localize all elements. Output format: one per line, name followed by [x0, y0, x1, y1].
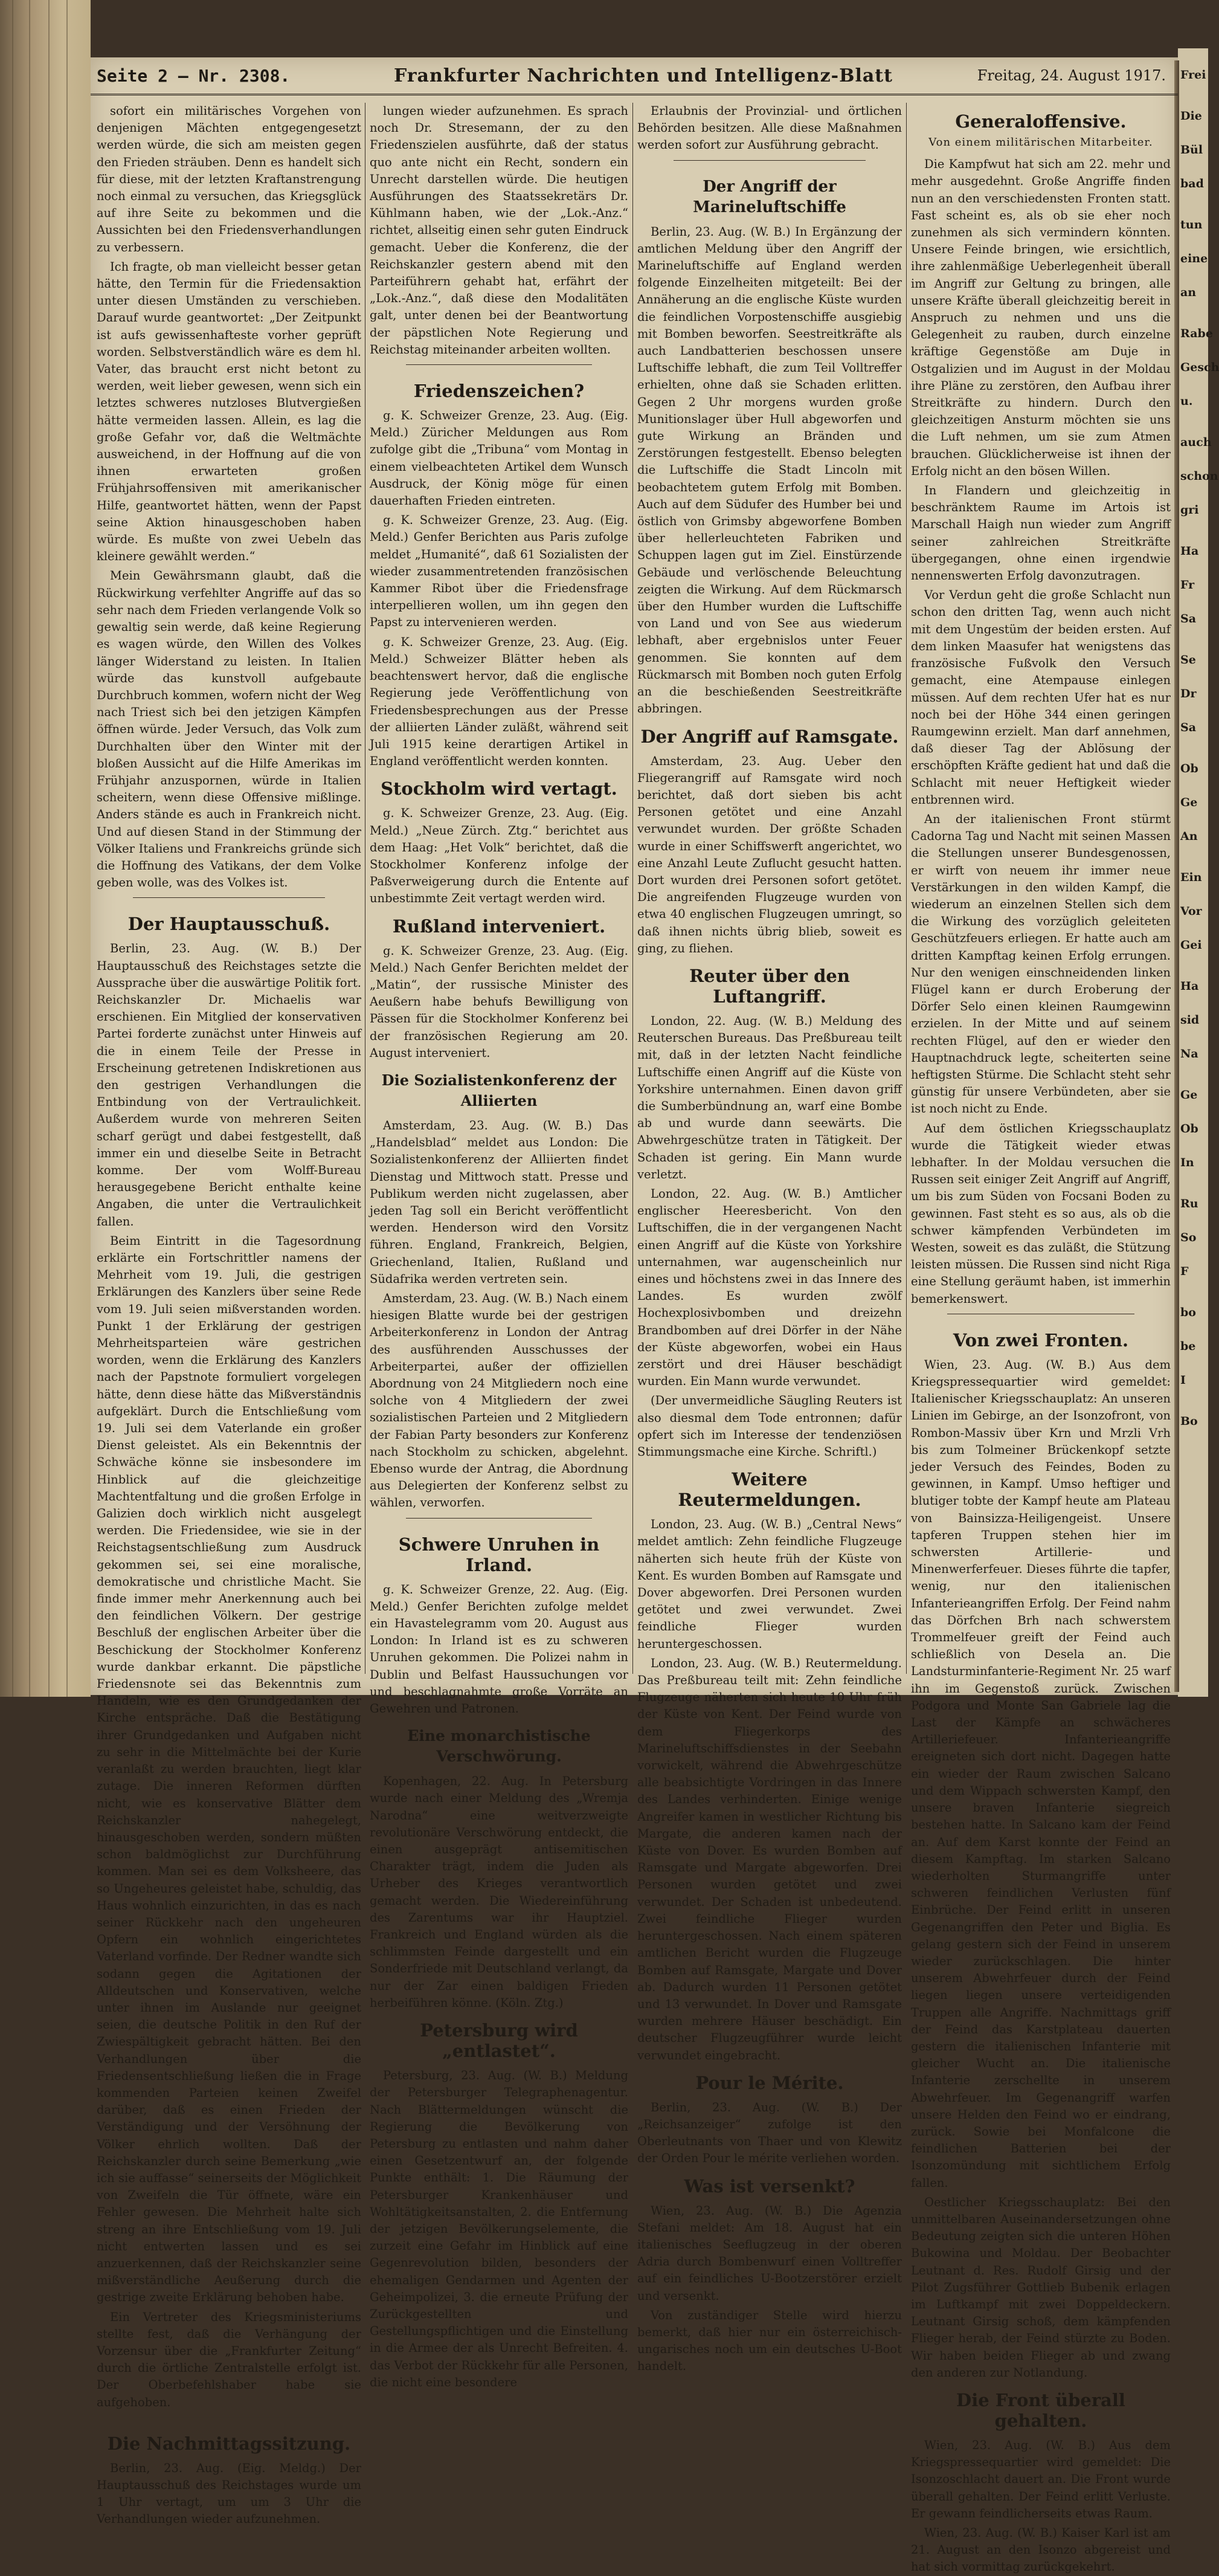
facing-page-fragment: Gei	[1180, 938, 1202, 952]
facing-page-fragment: I	[1180, 1374, 1186, 1387]
column-1	[97, 103, 361, 2526]
article-separator	[674, 160, 866, 168]
paragraph: Amsterdam, 23. Aug. (W. B.) Das „Handelsblad“ meldet aus London: Die Sozialistenkonferenz der Alliierten findet Dienstag und Mittwoch statt. Presse und Publikum werden nicht zugelassen, aber jeden Tag soll ein Bericht veröffentlicht werden. Henderson wird den Vorsitz führen. England, Frankreich, Belgien, Griechenland, Italien, Rußland und Südafrika werden vertreten sein.	[370, 1118, 628, 1286]
paragraph: Erlaubnis der Provinzial- und örtlichen Behörden besitzen. Alle diese Maßnahmen werden sofort zur Ausführung gebracht.	[637, 104, 902, 152]
paragraph: Petersburg, 23. Aug. (W. B.) Meldung der Petersburger Telegraphenagentur. Nach Blättermeldungen wünscht die Regierung die Bevölkerung von Petersburg zu entlasten und nahm daher einen Gesetzentwurf an, der folgende Punkte enthält: 1. Die Räumung der Petersburger Krankenhäuser und Wohltätigkeitsanstalten, 2. die Entfernung der jetzigen Bevölkerungselemente, die zurzeit eine Gefahr im Hinblick auf eine Gegenrevolution bilden, besonders der ehemaligen Gendarmen und Agenten der Geheimpolizei, 3. die erneute Prüfung der Zurückgestellten und Gestellungspflichtigen und die Einstellung in die Armee der als Unrecht Befreiten. 4. das Verbot der Rückkehr für alle Personen, die nicht eine besondere	[370, 2068, 628, 2389]
paragraph: Ich fragte, ob man vielleicht besser getan hätte, den Termin für die Friedensaktion unter diesen Umständen zu verschieben. Darauf wurde geantwortet: „Der Zeitpunkt ist aufs gewissenhafteste vorher geprüft worden. Selbstverständlich wäre es dem hl. Vater, das braucht erst nicht betont zu werden, weit lieber gewesen, wenn sich ein letztes schweres nutzloses Blutvergießen hätte vermeiden lassen. Allein, es lag die große Gefahr vor, daß die Weltmächte ausweichend, in der Hoffnung auf die von ihnen erwarteten großen Frühjahrsoffensiven mit amerikanischer Hilfe, geantwortet hätten, wenn der Papst seine Aktion hinausgeschoben haben würde. Es mußte von zwei Uebeln das kleinere gewählt werden.“	[97, 259, 361, 564]
headline-generaloffensive: Generaloffensive.	[955, 111, 1127, 132]
column-4	[911, 103, 1171, 2574]
article-separator	[133, 897, 325, 905]
article-separator	[133, 2417, 325, 2425]
headline-petersburg: Petersburg wird „entlastet“.	[420, 2020, 578, 2062]
facing-page-fragment: Ru	[1180, 1197, 1198, 1210]
paragraph: Vor Verdun geht die große Schlacht nun schon den dritten Tag, wenn auch nicht mit dem Ungestüm der beiden ersten. Auf dem linken Maasufer hat wenigstens das französische Fußvolk den Versuch gemacht, eine Atempause einlegen müssen. Auf dem rechten Ufer hat es nur noch bei der Höhe 344 einen geringen Raumgewinn erzielt. Man darf annehmen, daß dieser Tag der Ablösung der erschöpften Kräfte gedient hat und daß die Schlacht mit neuer Heftigkeit wieder entbrennen wird.	[911, 588, 1171, 807]
headline-weitere-reutermeldungen: Weitere Reutermeldungen.	[678, 1469, 861, 1511]
facing-page-fragment: F	[1180, 1265, 1189, 1278]
facing-page-fragment: Ge	[1180, 796, 1198, 809]
facing-page-fragment: Fr	[1180, 578, 1195, 592]
headline-reuter: Reuter über den Luftangriff.	[689, 965, 850, 1007]
facing-page-fragment: Rabe	[1180, 327, 1213, 340]
paragraph: g. K. Schweizer Grenze, 23. Aug. (Eig. Meld.) Züricher Meldungen aus Rom zufolge gibt die „Tribuna“ vom Montag in einem vielbeachteten Artikel dem Wunsch Ausdruck, der König möge für einen dauerhaften Frieden eintreten.	[370, 408, 628, 508]
facing-page-fragment: Bo	[1180, 1415, 1198, 1428]
facing-page-fragment: Ge	[1180, 1088, 1198, 1102]
facing-page-fragment: An	[1180, 830, 1198, 843]
column-2	[370, 103, 628, 2389]
column-3	[637, 103, 902, 2374]
paragraph: In Flandern und gleichzeitig in beschränktem Raume im Artois ist Marschall Haigh nun wieder zum Angriff seiner zahlreichen Streitkräfte übergegangen, ohne einen irgendwie nennenswerten Erfolg davonzutragen.	[911, 483, 1171, 583]
paragraph: London, 23. Aug. (W. B.) „Central News“ meldet amtlich: Zehn feindliche Flugzeuge näherten sich heute früh der Küste von Kent. Es wurden Bomben auf Ramsgate und Dover abgeworfen. Drei Personen wurden getötet und zwei verwundet. Zwei feindliche Flieger wurden heruntergeschossen.	[637, 1517, 902, 1651]
facing-page-fragment: Na	[1180, 1047, 1198, 1060]
facing-page-fragment: auch	[1180, 436, 1212, 449]
headline-ramsgate: Der Angriff auf Ramsgate.	[640, 726, 899, 747]
facing-page-fragment: schon	[1180, 470, 1218, 483]
paragraph: lungen wieder aufzunehmen. Es sprach noch Dr. Stresemann, der zu den Friedenszielen ausführte, daß der status quo ante nicht ein Recht, sondern ein Unrecht darstellen würde. Die heutigen Ausführungen des Staatssekretärs Dr. Kühlmann haben, wie der „Lok.-Anz.“ richtet, allseitig einen sehr guten Eindruck gemacht. Ueber die Konferenz, die der Reichskanzler gestern abend mit den Parteiführern gehabt hat, erfährt der „Lok.-Anz.“, daß diese den Modalitäten galt, unter denen bei der Beantwortung der päpstlichen Note Regierung und Reichstag miteinander arbeiten wollten.	[370, 104, 628, 357]
paragraph: An der italienischen Front stürmt Cadorna Tag und Nacht mit seinen Massen die Stellungen unserer Bundesgenossen, er wirft von neuem ihr immer neue Verstärkungen in den wilden Kampf, die wiederum an einzelnen Stellen sich dem die Wirkung des vorzüglich geleiteten Geschützfeuers erliegen. Er hatte auch am dritten Kampftag keinen Erfolg errungen. Nur den wenigen einschneidenden linken Flügel kann er durch Eroberung der Dörfer Selo einen kleinen Raumgewinn erzielen. In der Mitte und auf seinem rechten Flügel, auf den er wieder den Hauptnachdruck legte, scheiterten seine heftigsten Stürme. Die Schlacht steht sehr günstig für unsere Verbündeten, aber sie ist noch nicht zu Ende.	[911, 812, 1171, 1116]
paragraph: g. K. Schweizer Grenze, 23. Aug. (Eig. Meld.) Schweizer Blätter heben als beachtenswert hervor, daß die englische Regierung jede Veröffentlichung von Friedensbesprechungen aus der Presse der alliierten Länder zuläßt, während seit Juli 1915 keine derartigen Artikel in England veröffentlicht werden konnten.	[370, 634, 628, 769]
newspaper-title: Frankfurter Nachrichten und Intelligenz-Blatt	[393, 65, 893, 86]
headline-front-gehalten: Die Front überall gehalten.	[956, 2390, 1125, 2431]
paragraph: (Der unvermeidliche Säugling Reuters ist also diesmal dem Tode entronnen; dafür opfert sich im Interesse der tendenziösen Stimmungsmache eine Kirche. Schriftl.)	[637, 1393, 902, 1459]
paragraph: Amsterdam, 23. Aug. (W. B.) Nach einem hiesigen Blatte wurde bei der gestrigen Arbeiterkonferenz in London der Antrag des ausführenden Ausschusses der Arbeiterpartei, außer der offiziellen Abordnung von 24 Mitgliedern noch eine solche von 4 Mitgliedern der zwei sozialistischen Parteien und 2 Mitgliedern der Fabian Party besonders zur Konferenz nach Stockholm zu schicken, abgelehnt. Ebenso wurde der Antrag, die Abordnung aus Delegierten der Konferenz selbst zu wählen, verworfen.	[370, 1291, 628, 1510]
paragraph: Amsterdam, 23. Aug. Ueber den Fliegerangriff auf Ramsgate wird noch berichtet, daß dort sieben bis acht Personen getötet und eine Anzahl verwundet wurden. Der größte Schaden wurde in einer Schiffswerft angerichtet, wo eine Anzahl Leute Zuflucht gesucht hatten. Dort wurden drei Personen sofort getötet. Die angreifenden Flugzeuge wurden von etwa 40 englischen Flugzeugen umringt, so daß ihnen nichts übrig blieb, soweit es ging, zu fliehen.	[637, 754, 902, 955]
paragraph: Berlin, 23. Aug. (W. B.) Der „Reichsanzeiger“ zufolge ist den Oberleutnants von Thaer und von Klewitz der Orden Pour le mérite verliehen worden.	[637, 2100, 902, 2166]
facing-page-fragment: tun	[1180, 218, 1203, 231]
facing-page-fragment: Se	[1180, 653, 1196, 667]
paragraph: Oestlicher Kriegsschauplatz: Bei den unmittelbaren Auseinandersetzungen ohne Bedeutung zeigten sich die unteren Höhen Bukowina und Moldau. Der Beobachter Leutnant d. Res. Rudolf Girsig und der Pilot Zugsführer Gottlieb Bubenik erlagen im Luftkampf mit zwei Doppeldeckern. Leutnant Girsig schoß, dem kämpfenden Flieger herab, der Feind stürzte zu Boden. Wir haben beiden Flieger ab und zwang den anderen zur Notlandung.	[911, 2195, 1171, 2380]
facing-page-fragment: Ob	[1180, 762, 1198, 775]
paragraph: Ein Vertreter des Kriegsministeriums stellte fest, daß die Verhängung der Vorzensur über die „Frankfurter Zeitung“ durch die örtliche Zentralstelle erfolgt ist. Der Oberbefehlshaber habe sie aufgehoben.	[97, 2310, 361, 2409]
facing-page-fragment: Gesch	[1180, 361, 1219, 374]
paragraph: sofort ein militärisches Vorgehen von denjenigen Mächten entgegengesetzt werden würde, die sich am meisten gegen den Frieden sträuben. Denn es handelt sich für diese, mit der letzten Kraftanstrengung noch einmal zu versuchen, das Kriegsglück auf ihre Seite zu bekommen und die Aussichten bei den Friedensverhandlungen zu verbessern.	[97, 104, 361, 254]
headline-sozialistenkonferenz: Die Sozialistenkonferenz der Alliierten	[381, 1071, 617, 1109]
facing-page-fragment: gri	[1180, 503, 1199, 517]
paragraph: g. K. Schweizer Grenze, 22. Aug. (Eig. Meld.) Genfer Berichten zufolge meldet ein Havastelegramm vom 20. August aus London: In Irland ist es zu schweren Unruhen gekommen. Die Polizei nahm in Dublin und Belfast Haussuchungen vor und beschlagnahmte große Vorräte an Gewehren und Patronen.	[370, 1582, 628, 1716]
facing-page-fragment: In	[1180, 1156, 1194, 1169]
paragraph: Auf dem östlichen Kriegsschauplatz wurde die Tätigkeit wieder etwas lebhafter. In der Moldau versuchen die Russen seit einiger Zeit Angriff auf Angriff, um bis zum Süden von Focsani Boden zu gewinnen. Fast steht es so aus, als ob die schwer kämpfenden Verbündeten im Westen, soweit es das zuläßt, die Stützung leisten müssen. Die Russen sind nicht Riga eine Stellung geräumt haben, ist immerhin bemerkenswert.	[911, 1121, 1171, 1306]
facing-page-fragment: Sa	[1180, 612, 1197, 625]
headline-irland: Schwere Unruhen in Irland.	[398, 1534, 600, 1575]
headline-nachmittagssitzung: Die Nachmittagssitzung.	[107, 2433, 351, 2454]
facing-page-fragment: Die	[1180, 109, 1202, 123]
headline-zwei-fronten: Von zwei Fronten.	[953, 1329, 1129, 1351]
paragraph: Wien, 23. Aug. (W. B.) Kaiser Karl ist am 21. August an den Isonzo abgereist und hat sich vormittag zurückgekehrt.	[911, 2526, 1171, 2574]
page-number: Seite 2 — Nr. 2308.	[97, 65, 291, 86]
paragraph: Berlin, 23. Aug. (W. B.) In Ergänzung der amtlichen Meldung über den Angriff der Marineluftschiffe auf England werden folgende Einzelheiten mitgeteilt: Bei der Annäherung an die englische Küste wurden die feindlichen Vorpostenschiffe ausgiebig mit Bomben beworfen. Seestreitkräfte als auch Landbatterien beschossen unsere Luftschiffe lebhaft, die zum Teil Volltreffer erhielten, ohne daß sie Schaden erlitten. Gegen 2 Uhr morgens wurden große Munitionslager über Hull abgeworfen und gute Wirkung an Bränden und Zerstörungen festgestellt. Ebenso belegten die Luftschiffe die Stadt Lincoln mit beobachtetem gutem Erfolg mit Bomben. Auch auf dem Südufer des Humber bei und östlich von Grimsby abgeworfene Bomben über hellerleuchteten Fabriken und Schuppen lagen gut im Ziel. Einstürzende Gebäude und verlöschende Beleuchtung zeigten die Wirkung. Auf dem Rückmarsch über den Humber wurden die Luftschiffe von Land und von See aus wiederum lebhaft, aber ergebnislos unter Feuer genommen. Sie konnten auf dem Rückmarsch mit Bomben noch guten Erfolg an die beschießenden Seestreitkräfte abbringen.	[637, 224, 902, 716]
paragraph: Wien, 23. Aug. (W. B.) Aus dem Kriegspressequartier wird gemeldet: Italienischer Kriegsschauplatz: An unseren Linien im Gebirge, an der Isonzofront, von Rombon-Massiv über Krn und Mrzli Vrh bis zum Tolmeiner Brückenkopf setzte jeder Versuch des Feindes, Boden zu gewinnen, in Kampf. Umso heftiger und blutiger tobte der Kampf heute am Plateau von Bainsizza-Heiligengeist. Unsere tapferen Truppen stehen hier im schwersten Artillerie- und Minenwerferfeuer. Dieses führte die tapfer, wenig, nur den italienischen Infanterieangriffen Erfolg. Der Feind nahm das Dörfchen Brh nach schwerstem Trommelfeuer greift der Feind auch schließlich von Desela an. Die Landsturminfanterie-Regiment Nr. 25 warf ihn im Gegenstoß zurück. Zwischen Podgora und Monte San Gabriele lag die Last der Kämpfe an schwächeres Artilleriefeuer. Infanterieangriffe ereigneten sich dort nicht. Dagegen hatte ein wieder der Raum zwischen Salcano und dem Wippach schwersten Kampf, den unsere braven Infanterie siegreich bestehen hatte. In Salcano kam der Feind an. Auf dem Karst konnte der Feind an diesem Kampftag. Im starken Salcano wiederholten Sturmangriffe unter schweren feindlichen Verlusten fünf Einbrüche. Der Feind erlitt in unseren Gegenangriffen den Peter und Biglia. Es gelang gestern sich der Feind in unserem wieder zurückschlagen. Die hinter unserem Abwehrfeuer durch der Feind liegen liegen unsere verteidigenden Truppen alle Angriffe. Nachmittags griff der Feind das Karstplateau dauerten gestern die italienischen Infanterie mit gleicher Wucht an. Die italienische Infanterie zerschellte in unserem Abwehrfeuer. Im Gegenangriff warfen unsere Helden den Feind wo er eindrang, zurück. Sowie bei Monfalcone die feindlichen Batterien bei der Isonzomündung mit sichtlichem Erfolg fallen.	[911, 1357, 1171, 2190]
paragraph: Die Kampfwut hat sich am 22. mehr und mehr ausgedehnt. Große Angriffe finden nun an den verschiedensten Fronten statt. Fast scheint es, als ob sie eher noch zunehmen als sich vermindern könnten. Unsere Feinde bringen, wie ersichtlich, ihre zahlenmäßige Ueberlegenheit überall im Angriff zur Geltung zu bringen, alle unsere Kräfte überall gleichzeitig bereit in Anspruch zu nehmen und uns die Gelegenheit zu rauben, durch einzelne kräftige Gegenstöße am Duje in Ostgalizien und im August in der Moldau ihre Pläne zu zerstören, den Aufbau ihrer Streitkräfte zu hindern. Durch den gleichzeitigen Ansturm möchten sie uns die Luft nehmen, um sie zum Atmen brauchen. Glücklicherweise ist ihnen der Erfolg nicht an den bösen Willen.	[911, 157, 1171, 478]
masthead	[91, 57, 1178, 95]
paragraph: London, 22. Aug. (W. B.) Meldung des Reuterschen Bureaus. Das Preßbureau teilt mit, daß in der letzten Nacht feindliche Luftschiffe einen Angriff auf die Küste von Yorkshire unternahmen. Einen davon griff die Sumberbündnung an, warf eine Bombe ab und wurde dann seewärts. Die Abwehrgeschütze traten in Tätigkeit. Der Schaden ist gering. Ein Mann wurde verletzt.	[637, 1013, 902, 1181]
headline-russland: Rußland interveniert.	[392, 915, 606, 937]
issue-date: Freitag, 24. August 1917.	[977, 67, 1166, 84]
facing-page-fragment: Bül	[1180, 143, 1203, 157]
paragraph: g. K. Schweizer Grenze, 23. Aug. (Eig. Meld.) Nach Genfer Berichten meldet der „Matin“, der russische Minister des Aeußern habe behufs Bewilligung von Pässen für die Stockholmer Konferenz bei der französischen Regierung am 20. August interveniert.	[370, 943, 628, 1060]
facing-page-fragment: eine	[1180, 252, 1208, 265]
page-gutter	[1174, 60, 1179, 1692]
facing-page-fragment: Vor	[1180, 905, 1202, 918]
column-rule	[632, 103, 633, 1674]
headline-hauptausschuss: Der Hauptausschuß.	[127, 914, 330, 935]
column-rule	[906, 103, 907, 1674]
facing-page-fragment: be	[1180, 1340, 1196, 1353]
facing-page-fragment: Sa	[1180, 721, 1197, 734]
facing-page-fragment: Dr	[1180, 687, 1197, 700]
headline-pour-le-merite: Pour le Mérite.	[695, 2072, 844, 2093]
byline: Von einem militärischen Mitarbeiter.	[928, 136, 1153, 149]
paragraph: London, 22. Aug. (W. B.) Amtlicher englischer Heeresbericht. Von den Luftschiffen, die in der vergangenen Nacht einen Angriff auf die Küste von Yorkshire unternahmen, war augenscheinlich nur eines und höchstens zwei in das Innere des Landes. Es wurden zwölf Hochexplosivbomben und dreizehn Brandbomben auf drei Dörfer in der Nähe der Küste abgeworfen, wobei ein Haus zerstört und drei Häuser beschädigt wurden. Ein Mann wurde verwundet.	[637, 1186, 902, 1389]
facing-page-fragment: an	[1180, 286, 1197, 299]
paragraph: Berlin, 23. Aug. (Eig. Meldg.) Der Hauptausschuß des Reichstages wurde um 1 Uhr vertagt, um um 3 Uhr die Verhandlungen wieder aufzunehmen.	[97, 2461, 361, 2526]
facing-page-fragment: Frei	[1180, 68, 1206, 82]
facing-page-fragment: bo	[1180, 1306, 1196, 1319]
article-separator	[406, 1518, 592, 1526]
paragraph: g. K. Schweizer Grenze, 23. Aug. (Eig. Meld.) „Neue Zürch. Ztg.“ berichtet aus dem Haag: „Het Volk“ berichtet, daß die Stockholmer Konferenz infolge der Paßverweigerung durch die Entente auf unbestimmte Zeit vertagt werden wird.	[370, 806, 628, 906]
headline-verschwoerung: Eine monarchistische Verschwörung.	[407, 1727, 591, 1766]
headline-friedenszeichen: Friedenszeichen?	[413, 381, 585, 402]
facing-page-fragment: Ob	[1180, 1122, 1198, 1135]
facing-page-fragment: So	[1180, 1231, 1197, 1244]
headline-marineluftschiffe: Der Angriff der Marineluftschiffe	[693, 177, 846, 216]
left-book-edge	[0, 0, 91, 1697]
headline-was-ist-versenkt: Was ist versenkt?	[684, 2175, 855, 2197]
facing-page-fragment: Ha	[1180, 980, 1199, 993]
facing-page-fragments	[1180, 66, 1219, 1638]
paragraph: Berlin, 23. Aug. (W. B.) Der Hauptausschuß des Reichstages setzte die Aussprache über die auswärtige Politik fort. Reichskanzler Dr. Michaelis war erschienen. Ein Mitglied der konservativen Partei forderte zunächst unter Hinweis auf die in einem Teile der Presse in Erscheinung getretenen Indiskretionen aus den gestrigen Verhandlungen die Entbindung von der Vertraulichkeit. Außerdem wurde von mehreren Seiten scharf gerügt und dabei festgestellt, daß immer ein und dieselbe Seite in Betracht komme. Der vom Wolff-Bureau herausgegebene Bericht enthalte keine Angaben, die unter die Vertraulichkeit fallen.	[97, 941, 361, 1228]
headline-stockholm: Stockholm wird vertagt.	[381, 778, 617, 799]
article-papal-continuation	[97, 103, 361, 891]
article-separator	[406, 364, 592, 372]
paragraph: London, 23. Aug. (W. B.) Reutermeldung. Das Preßbureau teilt mit: Zehn feindliche Flugzeuge näherten sich heute 10 Uhr früh der Küste von Kent. Der Feind wurde von dem Fliegerkorps des Marineluftschiffsdienstes in der Seebahn vorwickelt, während die Abwehrgeschütze alle beabsichtigte Vordringen in das Innere des Landes verhinderten. Einige wenige Angreifer kamen in westlicher Richtung bis Margate, die anderen kamen nach der Küste von Dover. Es wurden Bomben auf Ramsgate und Margate abgeworfen. Drei Personen wurden getötet und zwei verwundet. Der Schaden ist unbedeutend. Zwei feindliche Flieger wurden heruntergeschossen. Nach einem späteren amtlichen Bericht wurden die Flugzeuge Bomben auf Ramsgate, Margate und Dover ab. Dadurch wurden 11 Personen getötet und 13 verwundet. In Dover und Ramsgate wurden mehrere Häuser beschädigt. Ein deutscher Flugzeugführer wurde leicht verwundet eingebracht.	[637, 1656, 902, 2062]
paragraph: Beim Eintritt in die Tagesordnung erklärte ein Fortschrittler namens der Mehrheit vom 19. Juli, die gestrigen Erklärungen des Kanzlers über seine Rede vom 19. Juli seien mißverstanden worden. Punkt 1 der Erklärung der gestrigen Mehrheitsparteien wäre gestrichen worden, wenn die Erklärung des Kanzlers nach der Papstnote formuliert vorgelegen hätte, denn diese hätte das Mißverständnis aufgeklärt. Durch die Entschließung vom 19. Juli sei dem Vaterlande ein großer Dienst geleistet. Als ein Bekenntnis der Schwäche könne sie insbesondere im Hinblick auf die gleichzeitige Machtentfaltung und die großen Erfolge in Galizien doch wirklich nicht ausgelegt werden. Die Friedensidee, wie sie in der Reichstagsentschließung zum Ausdruck gekommen sei, sei eine moralische, demokratische und christliche Macht. Sie finde immer mehr Anerkennung auch bei den feindlichen Völkern. Der gestrige Beschluß der englischen Arbeiter über die Beschickung der Stockholmer Konferenz wurde dankbar erkannt. Die päpstliche Friedensnote sei das Bekenntnis zum Handeln, wie es den Grundgedanken der Kirche entspräche. Daß die Bestätigung ihrer Grundgedanken und Aufgaben nicht zu sehr in die Mittelmächte bei der Kurie veranlaßt zu werden brauchten, liegt klar zutage. Die inneren Reformen dürften nicht, wie es konservative Blätter dem Reichskanzler nahegelegt, hinausgeschoben werden, sondern müßten schon baldmöglichst zur Durchführung kommen. Man sei es dem Volksheere, das so Ungeheures geleistet habe, schuldig, das Haus wohnlich einzurichten, in das es nach seiner Rückkehr nach den ungeheuren Opfern ein wohnlich eingerichtetes Vaterland vorfinde. Der Redner wandte sich sodann gegen die Agitationen der Alldeutschen und Konservativen, welche unter ihnen im Auslande nur geeignet seien, die deutsche Politik in den Ruf der Zwiespältigkeit gebracht hätten. Bei den Verhandlungen über die Friedensentschließung ließen die in Frage kommenden Parteien keinen Zweifel darüber, daß es einen Frieden der Verständigung und der Versöhnung der Völker ehrlich wollten. Daß der Reichskanzler durch seine Bemerkung „wie ich sie auffasse“ seinerseits der Möglichkeit von Zweifeln die Tür öffnete, wäre ein Fehler gewesen. Die Mehrheit halte sich streng an ihre Entschließung vom 19. Juli nicht entwerten lassen und es sei anzuerkennen, daß der Reichskanzler seine mißverständliche Aeußerung durch die gestrige zweite Erklärung behoben habe.	[97, 1233, 361, 2305]
paragraph: Kopenhagen, 22. Aug. In Petersburg wurde nach einer Meldung des „Wremja Narodna“ eine weitverzweigte revolutionäre Verschwörung entdeckt, die einen ausgeprägt antisemitischen Charakter trägt, indem die Juden als Urheber des Krieges verantwortlich gemacht werden. Die Wiedereinführung des Zarentums war ihr Hauptziel. Frankreich und England würden als die schlimmsten Feinde dargestellt und ein Sonderfriede mit Deutschland verlangt, da nur der Zar einen baldigen Frieden herbeiführen könne. (Köln. Ztg.)	[370, 1774, 628, 2010]
paragraph: Mein Gewährsmann glaubt, daß die Rückwirkung verfehlter Angriffe auf das so sehr nach dem Frieden verlangende Volk so gewaltig sein werde, daß keine Regierung es wagen würde, den Willen des Volkes länger Widerstand zu leisten. In Italien würde das kunstvoll aufgebaute Durchbruch kommen, wofern nicht der Weg nach Triest sich bei den jetzigen Kämpfen öffnen würde. Jeder Versuch, das Volk zum Durchhalten über den Winter mit der bloßen Aussicht auf die Hilfe Amerikas im Frühjahr anzuspornen, würde in Italien scheitern, wenn diese Offensive mißlinge. Anders stände es auch in Frankreich nicht. Und auf diesen Stand in der Stimmung der Völker Italiens und Frankreichs gründe sich die Hoffnung des Vatikans, der dem Volke geben wolle, was des Volkes ist.	[97, 569, 361, 890]
article-separator	[947, 1314, 1134, 1322]
facing-page-fragment: Ha	[1180, 544, 1199, 558]
facing-page-fragment: u.	[1180, 395, 1193, 408]
facing-page-fragment: sid	[1180, 1013, 1200, 1027]
facing-page-fragment: Ein	[1180, 871, 1202, 884]
paragraph: Wien, 23. Aug. (W. B.) Die Agenzia Stefani meldet: Am 18. August hat ein italienisches Seeflugzeug in der oberen Adria durch Bombenwurf einen Volltreffer auf ein feindliches U-Bootzerstörer erzielt und versenkt.	[637, 2203, 902, 2303]
facing-page-fragment: bad	[1180, 177, 1204, 190]
paragraph: g. K. Schweizer Grenze, 23. Aug. (Eig. Meld.) Genfer Berichten aus Paris zufolge meldet „Humanité“, daß 61 Sozialisten der wieder zusammentretenden französischen Kammer Ribot über die Friedensfrage interpellieren wollen, um ihn gegen den Papst zu intervenieren werden.	[370, 513, 628, 630]
paragraph: Von zuständiger Stelle wird hierzu bemerkt, daß hier nur ein österreichisch-ungarisches noch um ein deutsches U-Boot handelt.	[637, 2308, 902, 2374]
paragraph: Wien, 23. Aug. (W. B.) Aus dem Kriegspressequartier wird gemeldet: Die Isonzoschlacht dauert an. Die Front wurde überall gehalten. Der Feind erlitt Verluste. Er gewann feindlicherseits etwas Raum.	[911, 2438, 1171, 2520]
